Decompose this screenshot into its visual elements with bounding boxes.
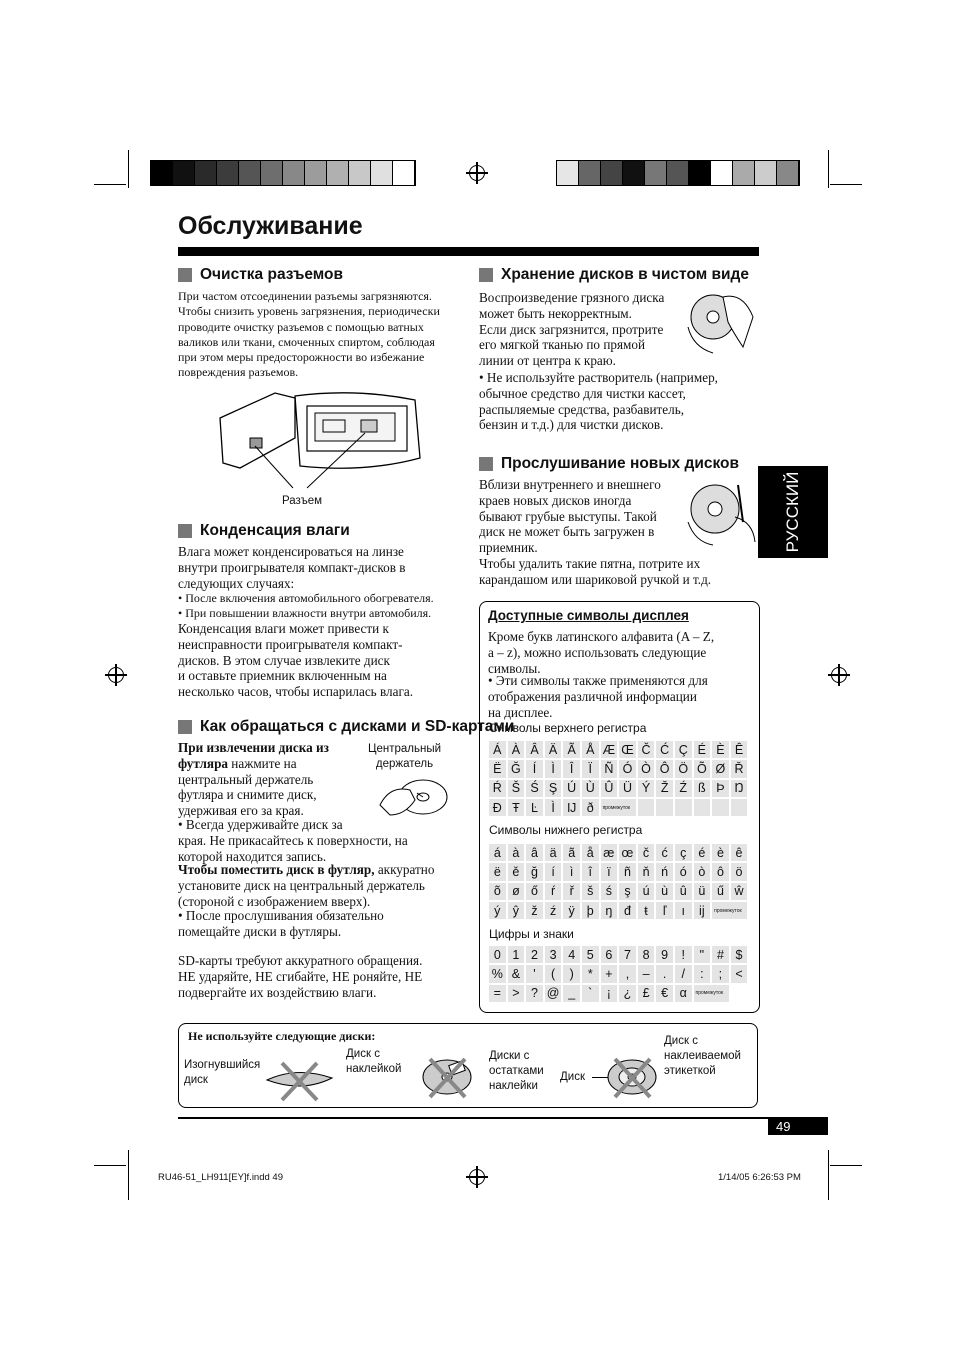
symbol-cell: Ŕ <box>488 779 507 798</box>
symbol-cell: ¿ <box>618 984 637 1003</box>
symbol-cell: 8 <box>637 945 656 964</box>
symbol-cell: 5 <box>581 945 600 964</box>
symbol-cell: ŵ <box>730 882 749 901</box>
symbol-cell: Ó <box>618 759 637 778</box>
symbol-cell: ò <box>693 862 712 881</box>
bent-disc-icon <box>262 1058 337 1103</box>
symbol-cell: Ś <box>525 779 544 798</box>
symbol-cell: ; <box>711 964 730 983</box>
holder-caption: Центральный держатель <box>368 743 442 770</box>
symbol-cell: 2 <box>525 945 544 964</box>
symbol-cell: промежуток <box>600 798 637 817</box>
symbol-cell <box>693 798 712 817</box>
symbol-cell: Ø <box>711 759 730 778</box>
symbol-cell: ¡ <box>600 984 619 1003</box>
symbol-cell: 3 <box>544 945 563 964</box>
symbol-cell: è <box>711 843 730 862</box>
symbol-cell: Ý <box>637 779 656 798</box>
symbol-cell: ň <box>637 862 656 881</box>
symbol-cell: Ŧ <box>507 798 526 817</box>
connector-illustration <box>215 388 425 493</box>
symbol-cell: Ë <box>488 759 507 778</box>
symbol-cell: 6 <box>600 945 619 964</box>
crop-mark <box>830 1165 862 1166</box>
symbol-cell: – <box>637 964 656 983</box>
symbol-cell: ( <box>544 964 563 983</box>
symbol-cell: Ì <box>544 759 563 778</box>
crop-mark <box>94 184 126 185</box>
symbol-cell: Ö <box>674 759 693 778</box>
symbol-cell: Ř <box>730 759 749 778</box>
symbol-cell: Ğ <box>507 759 526 778</box>
symbol-cell: ý <box>488 901 507 920</box>
symbol-cell: ' <box>525 964 544 983</box>
crop-mark <box>128 150 129 188</box>
symbol-cell <box>655 798 674 817</box>
symbol-cell: î <box>581 862 600 881</box>
symbol-cell: # <box>711 945 730 964</box>
symbol-cell: промежуток <box>711 901 748 920</box>
symbol-cell: Ê <box>730 740 749 759</box>
symbol-cell: đ <box>618 901 637 920</box>
symbol-cell: % <box>488 964 507 983</box>
symbol-cell: ñ <box>618 862 637 881</box>
handling-bullet: • После прослушивания обязательно помещайте диски в футляры. <box>178 908 384 939</box>
symbol-cell: ě <box>507 862 526 881</box>
symbol-cell: č <box>637 843 656 862</box>
bottom-rule <box>178 1117 768 1119</box>
symbol-cell: @ <box>544 984 563 1003</box>
label-disc-label: Диск с наклеиваемой этикеткой <box>664 1035 741 1077</box>
symbol-cell: Æ <box>600 740 619 759</box>
symbol-cell: Ì <box>544 798 563 817</box>
symbol-cell: Ã <box>562 740 581 759</box>
symbol-cell: Å <box>581 740 600 759</box>
symbol-cell: ó <box>674 862 693 881</box>
symbol-cell: Ç <box>674 740 693 759</box>
connector-caption: Разъем <box>282 495 323 507</box>
sticker-disc-icon <box>420 1055 475 1100</box>
symbol-cell: Ï <box>581 759 600 778</box>
symbol-cell: å <box>581 843 600 862</box>
symbol-cell <box>711 798 730 817</box>
upper-grid <box>488 740 748 817</box>
symbol-cell: Ò <box>637 759 656 778</box>
symbol-cell: : <box>693 964 712 983</box>
footer-date: 1/14/05 6:26:53 PM <box>718 1172 801 1183</box>
disc-label: Диск <box>560 1071 585 1083</box>
color-bar-left <box>150 160 416 186</box>
title-rule <box>178 247 759 256</box>
symbols-bullet: • Эти символы также применяются для отображения различной информации на дисплее. <box>488 673 708 720</box>
symbol-cell: промежуток <box>693 984 730 1003</box>
registration-mark-icon <box>469 1169 485 1185</box>
symbol-cell: = <box>488 984 507 1003</box>
symbol-cell: ľ <box>655 901 674 920</box>
symbol-cell: û <box>674 882 693 901</box>
registration-mark-icon <box>469 165 485 181</box>
symbol-cell <box>674 798 693 817</box>
digits-grid <box>488 945 748 1003</box>
symbol-cell: £ <box>637 984 656 1003</box>
symbol-cell: ŧ <box>637 901 656 920</box>
symbol-cell: Ü <box>618 779 637 798</box>
symbol-cell: ` <box>581 984 600 1003</box>
sd-card-text: SD-карты требуют аккуратного обращения. НЕ ударяйте, НЕ сгибайте, НЕ роняйте, НЕ подвергайте их воздействию влаги. <box>178 953 423 1000</box>
symbol-cell: Û <box>600 779 619 798</box>
symbol-cell: ø <box>507 882 526 901</box>
symbol-cell: Ş <box>544 779 563 798</box>
symbol-cell: 9 <box>655 945 674 964</box>
symbol-cell: â <box>525 843 544 862</box>
storage-bullet: • Не используйте растворитель (например, обычное средство для чистки кассет, распыляемые средства, разбавитель, бензин и т.д.) для чистки дисков. <box>479 370 718 433</box>
symbol-cell: ř <box>562 882 581 901</box>
new-discs-text: Вблизи внутреннего и внешнего краев новых дисков иногда бывают грубые выступы. Такой диск не может быть загружен в приемник. Чтобы удалить такие пятна, потрите их карандашом или шариковой ручкой и т.д. <box>479 477 712 587</box>
symbol-cell: 1 <box>507 945 526 964</box>
symbol-cell: ź <box>544 901 563 920</box>
crop-mark <box>94 1165 126 1166</box>
digits-label: Цифры и знаки <box>489 927 574 941</box>
symbol-cell: œ <box>618 843 637 862</box>
symbol-cell: ð <box>581 798 600 817</box>
language-tab: РУССКИЙ <box>758 466 828 558</box>
symbol-cell: Ú <box>562 779 581 798</box>
symbol-cell: ) <box>562 964 581 983</box>
pencil-disc-illustration <box>683 477 758 547</box>
symbol-cell: ä <box>544 843 563 862</box>
symbol-cell: à <box>507 843 526 862</box>
warning-heading: Не используйте следующие диски: <box>188 1029 376 1043</box>
symbol-cell: Ô <box>655 759 674 778</box>
symbol-cell: , <box>618 964 637 983</box>
symbol-cell: þ <box>581 901 600 920</box>
symbol-cell: Ĳ <box>562 798 581 817</box>
crop-mark <box>828 150 829 188</box>
symbol-cell: ć <box>655 843 674 862</box>
symbol-cell: Đ <box>488 798 507 817</box>
symbol-cell: Œ <box>618 740 637 759</box>
section-heading: Хранение дисков в чистом виде <box>479 266 749 284</box>
symbol-cell: Ä <box>544 740 563 759</box>
symbol-cell: Ñ <box>600 759 619 778</box>
section-square-icon <box>178 524 192 538</box>
symbol-cell: Â <box>525 740 544 759</box>
symbol-cell: ő <box>525 882 544 901</box>
symbol-cell: š <box>581 882 600 901</box>
symbol-cell: ù <box>655 882 674 901</box>
symbol-cell: ğ <box>525 862 544 881</box>
symbols-intro: Кроме букв латинского алфавита (A – Z, a – z), можно использовать следующие символы. <box>488 629 715 676</box>
symbol-cell: ê <box>730 843 749 862</box>
symbol-cell: æ <box>600 843 619 862</box>
registration-mark-icon <box>831 667 847 683</box>
cleaning-text: При частом отсоединении разъемы загрязняются. Чтобы снизить уровень загрязнения, периодически проводите очистку разъемов с помощью ватных валиков или ткани, смоченных спиртом, соблюдая при этом меры предосторожности во избежание повреждения разъемов. <box>178 289 440 380</box>
section-heading: Конденсация влаги <box>178 522 350 540</box>
symbol-cell: * <box>581 964 600 983</box>
symbol-cell: Š <box>507 779 526 798</box>
symbol-cell: Õ <box>693 759 712 778</box>
crop-mark <box>128 1150 129 1200</box>
crop-mark <box>830 184 862 185</box>
section-square-icon <box>178 268 192 282</box>
symbol-cell: À <box>507 740 526 759</box>
symbol-cell: ÿ <box>562 901 581 920</box>
symbol-cell: . <box>655 964 674 983</box>
symbol-cell: Ŀ <box>525 798 544 817</box>
symbol-cell: Č <box>637 740 656 759</box>
section-heading: Как обращаться с дисками и SD-картами <box>178 718 514 736</box>
symbol-cell: ű <box>711 882 730 901</box>
section-heading: Очистка разъемов <box>178 266 343 284</box>
symbol-cell: Á <box>488 740 507 759</box>
symbol-cell: É <box>693 740 712 759</box>
symbol-cell: Þ <box>711 779 730 798</box>
condensation-bullet: • После включения автомобильного обогревателя. <box>178 591 434 605</box>
symbol-cell <box>637 798 656 817</box>
symbol-cell: + <box>600 964 619 983</box>
symbol-cell: á <box>488 843 507 862</box>
condensation-bullet: • При повышении влажности внутри автомобиля. <box>178 606 432 620</box>
symbol-cell: _ <box>562 984 581 1003</box>
symbol-cell: / <box>674 964 693 983</box>
symbols-heading: Доступные символы дисплея <box>488 608 689 623</box>
symbol-cell: $ <box>730 945 749 964</box>
symbol-cell: > <box>507 984 526 1003</box>
symbol-cell: ! <box>674 945 693 964</box>
symbol-cell: ô <box>711 862 730 881</box>
symbol-cell: & <box>507 964 526 983</box>
symbol-cell: Ž <box>655 779 674 798</box>
symbol-cell: È <box>711 740 730 759</box>
condensation-after: Конденсация влаги может привести к неисправности проигрывателя компакт- дисков. В этом случае извлеките диск и оставьте приемник включенным на несколько часов, чтобы испарилась влага. <box>178 621 414 700</box>
crop-mark <box>828 1150 829 1200</box>
storage-text: Воспроизведение грязного диска может быть некорректным. Если диск загрязнится, протрите его мягкой тканью по прямой линии от центра к краю. <box>479 290 665 369</box>
labeled-disc-icon <box>605 1055 660 1100</box>
symbol-cell: õ <box>488 882 507 901</box>
section-square-icon <box>479 457 493 471</box>
symbol-cell: é <box>693 843 712 862</box>
symbol-cell: ŕ <box>544 882 563 901</box>
symbol-cell: ž <box>525 901 544 920</box>
section-heading: Прослушивание новых дисков <box>479 455 739 473</box>
symbol-cell: ń <box>655 862 674 881</box>
symbol-cell: ì <box>562 862 581 881</box>
condensation-intro: Влага может конденсироваться на линзе внутри проигрывателя компакт-дисков в следующих случаях: <box>178 544 406 591</box>
section-square-icon <box>479 268 493 282</box>
symbol-cell: 0 <box>488 945 507 964</box>
symbol-cell: 4 <box>562 945 581 964</box>
symbol-cell: ş <box>618 882 637 901</box>
residue-disc-label: Диски с остатками наклейки <box>489 1050 544 1092</box>
page-number: 49 <box>768 1117 828 1135</box>
symbol-cell: ŷ <box>507 901 526 920</box>
symbol-cell: ü <box>693 882 712 901</box>
symbol-cell: < <box>730 964 749 983</box>
symbol-cell: ö <box>730 862 749 881</box>
symbol-cell: ã <box>562 843 581 862</box>
bent-disc-label: Изогнувшийся диск <box>184 1059 261 1086</box>
symbol-cell: ß <box>693 779 712 798</box>
lower-grid <box>488 843 748 920</box>
symbol-cell: € <box>655 984 674 1003</box>
symbol-cell: ë <box>488 862 507 881</box>
symbol-cell: Î <box>562 759 581 778</box>
sticker-disc-label: Диск с наклейкой <box>346 1048 402 1075</box>
symbol-cell: Í <box>525 759 544 778</box>
section-square-icon <box>178 720 192 734</box>
handling-bullet: • Всегда удерживайте диск за края. Не прикасайтесь к поверхности, на которой находится запись. <box>178 817 408 864</box>
symbol-cell: ś <box>600 882 619 901</box>
put-instructions: Чтобы поместить диск в футляр, аккуратно установите диск на центральный держатель (стороной с изображением вверх). <box>178 862 435 909</box>
symbol-cell: Ć <box>655 740 674 759</box>
page-title: Обслуживание <box>178 212 363 240</box>
wipe-disc-illustration <box>683 287 758 357</box>
symbol-cell: Ŋ <box>730 779 749 798</box>
remove-instructions: При извлечении диска из футляра нажмите на центральный держатель футляра и снимите диск, удерживая его за края. <box>178 740 329 819</box>
symbol-cell: ï <box>600 862 619 881</box>
symbol-cell: ı <box>674 901 693 920</box>
symbol-cell: " <box>693 945 712 964</box>
upper-label: Символы верхнего регистра <box>489 721 647 735</box>
symbol-cell: ŋ <box>600 901 619 920</box>
registration-mark-icon <box>108 667 124 683</box>
footer-file: RU46-51_LH911[EY]f.indd 49 <box>158 1172 283 1183</box>
color-bar-right <box>556 160 800 186</box>
symbol-cell: Ź <box>674 779 693 798</box>
symbol-cell: ç <box>674 843 693 862</box>
lower-label: Символы нижнего регистра <box>489 823 643 837</box>
symbol-cell: α <box>674 984 693 1003</box>
symbol-cell: Ù <box>581 779 600 798</box>
symbol-cell <box>730 798 749 817</box>
symbol-cell: ú <box>637 882 656 901</box>
symbol-cell: ? <box>525 984 544 1003</box>
symbol-cell: ij <box>693 901 712 920</box>
symbol-cell: 7 <box>618 945 637 964</box>
symbol-cell: í <box>544 862 563 881</box>
